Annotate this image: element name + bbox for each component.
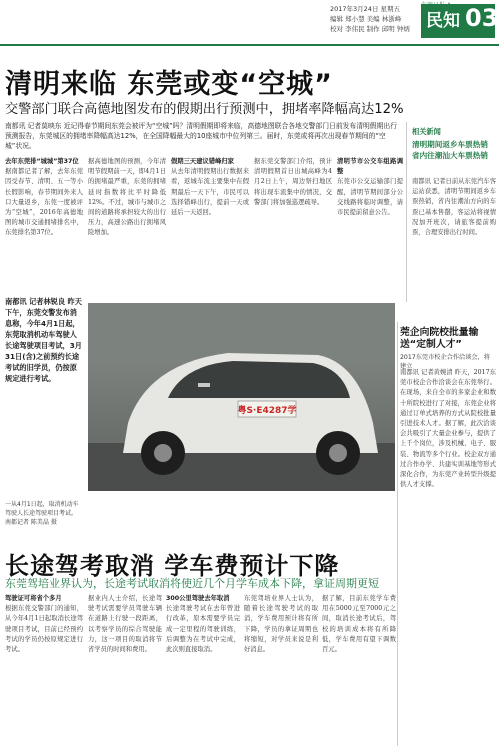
article-column bbox=[88, 157, 166, 297]
brand-name: 民知 bbox=[426, 11, 460, 31]
column-heading: 300公里驾驶去年取消 bbox=[166, 595, 230, 602]
article-column bbox=[322, 594, 396, 746]
related-news-body: 南都讯 记者日前从东莞汽车客运站获悉，清明节期间返乡车票热销，省内往潮汕方向的车票已基本售罄，客运站将视情况加开班次，请旅客提前购票，合理安排出行时间。 bbox=[412, 178, 496, 237]
photo-caption: 一从4月1日起，取消机动车驾驶人长途驾驶项目考试。 南都记者 陈美晶 摄 bbox=[5, 501, 79, 526]
article-column bbox=[166, 594, 240, 746]
column-text: 据南都记者了解，去年东莞因受春节、清明、五一等小长假影响，春节期间外来人口大量返乡，东莞一度被评为“空城”，2016年高德地图的城市交通拥堵排名中，东莞排名第37位。 bbox=[5, 168, 83, 237]
news-photo bbox=[88, 303, 395, 491]
photo-lead-text: 南都讯 记者林锐良 昨天下午，东莞交警发布消息称，今年4月1日起，东莞取消机动车驾驶人长途驾驶项目考试，3月31日(含)之前预约长途考试的旧学员，仍按原规定进行考试。 bbox=[5, 297, 82, 383]
column-heading: 去年东莞排“城城”第37位 bbox=[5, 158, 79, 165]
column-heading: 清明节市公交车组路调整 bbox=[337, 158, 403, 176]
lead-paragraph: 南都讯 记者莫映东 近记得春节期间东莞会被评为“空城”吗？清明假期即将来临，高德地图联合各地交警部门日前发布清明假期出行预测报告，东莞城区的拥堵率降幅高达12%，在全国降幅最大的10座城市中位列第三。届时，东莞或将再次出现春节期间的“空城”状况。 bbox=[5, 122, 397, 150]
column-text: 东莞驾培业界人士认为，随着长途驾驶考试的取消，学车费用预计将有所下降，学员的拿证周期也将缩短，对学员来说是利好消息。 bbox=[244, 595, 318, 654]
main-subhead: 交警部门联合高德地图发布的假期出行预测中，拥堵率降幅高达12% bbox=[5, 102, 404, 117]
article-column bbox=[244, 594, 318, 746]
brand-box bbox=[421, 4, 499, 38]
masthead-date: 2017年3月24日 星期五 bbox=[330, 5, 401, 13]
masthead bbox=[0, 0, 499, 42]
column-text: 据东莞交警部门介绍，预计清明假期首日出城高峰为4月2日上午，周边祭扫地区将出现车流集中的情况，交警部门将加强巡逻疏导。 bbox=[254, 158, 332, 206]
article-column bbox=[88, 594, 162, 746]
masthead-rule bbox=[0, 44, 499, 46]
sidebar-body: 南都讯 记者黄婉清 昨天，2017东莞市校企合作洽谈会在东莞举行。在现场，来自全市的多家企业和数十所院校进行了对接，东莞企业将通过订单式培养的方式从院校批量引进技术人才。据了解，此次洽谈会共吸引了大量企业参与，提供了上千个岗位，涉及机械、电子、服装、物流等多个行业。校企双方通过合作办学、共建实训基地等形式深化合作，为东莞产业转型升级提供人才支撑。 bbox=[400, 369, 496, 489]
masthead-proof: 校对 李伟民 制作 邱明 钟炳 bbox=[330, 25, 410, 33]
column-divider bbox=[406, 122, 407, 302]
column-text: 长途驾驶考试在去年曾进行改革，原本需要学员完成一定里程的驾驶训练，后调整为在考试中完成，此次则直接取消。 bbox=[166, 605, 240, 654]
column-heading: 驾驶证可将省个多月 bbox=[5, 595, 62, 602]
second-subhead: 东莞驾培业界认为，长途考试取消将使近几个月学车成本下降，拿证周期更短 bbox=[5, 577, 379, 590]
article-column bbox=[171, 157, 249, 297]
article-column bbox=[5, 157, 83, 297]
masthead-editor: 编辑 郑小慧 美编 林浙峰 bbox=[330, 15, 402, 23]
column-text: 据了解，目前东莞学车费用在5000元至7000元之间，取消长途考试后，驾校的培训成本将有所降低，学车费用有望下调数百元。 bbox=[322, 595, 396, 654]
sidebar-subtitle: 2017东莞市校企合作洽谈会，将建立 bbox=[400, 354, 490, 370]
related-news-label: 相关新闻 bbox=[412, 127, 441, 136]
article-column bbox=[337, 157, 403, 297]
related-news-title: 清明期间返乡车票热销 省内往潮汕大车票热销 bbox=[412, 140, 488, 160]
column-text: 根据东莞交警部门的通知，从今年4月1日起取消长途驾驶项目考试，目前已经预约考试的学员仍按原规定进行考试。 bbox=[5, 605, 83, 654]
page-number: 03 bbox=[465, 4, 499, 32]
column-text: 据高德地图的预测，今年清明节假期前一天，即4月1日的拥堵最严重，东莞的拥堵延时指数将比平时降低12%。不过，城市与城市之间的道路将承担较大的出行压力，高速公路出行拥堵风险增加。 bbox=[88, 158, 166, 237]
sidebar-headline: 莞企向院校批量输送“定制人才” bbox=[400, 327, 479, 350]
driving-car-photo bbox=[88, 303, 395, 491]
column-divider bbox=[397, 322, 398, 746]
column-text: 东莞市公交运输部门提醒，清明节期间部分公交线路将临时调整，请市民提前留意公告。 bbox=[337, 178, 403, 217]
car-plate-text: 粤S·E4287学 bbox=[237, 406, 297, 416]
article-column bbox=[5, 594, 83, 746]
column-heading: 假期三天建议错峰归家 bbox=[171, 158, 234, 165]
column-text: 从去年清明假期出行数据来看，返城车流主要集中在假期最后一天下午，市民可以选择错峰出行，提前一天或延后一天返回。 bbox=[171, 168, 249, 217]
column-text: 据业内人士介绍，长途驾驶考试需要学员驾驶车辆在道路上行驶一段距离，以考察学员的综合驾驶能力，这一项目的取消将节省学员的时间和费用。 bbox=[88, 595, 162, 654]
article-column bbox=[254, 157, 332, 297]
second-headline: 长途驾考取消 学车费预计下降 bbox=[5, 552, 340, 580]
main-headline: 清明来临 东莞或变“空城” bbox=[5, 69, 333, 100]
